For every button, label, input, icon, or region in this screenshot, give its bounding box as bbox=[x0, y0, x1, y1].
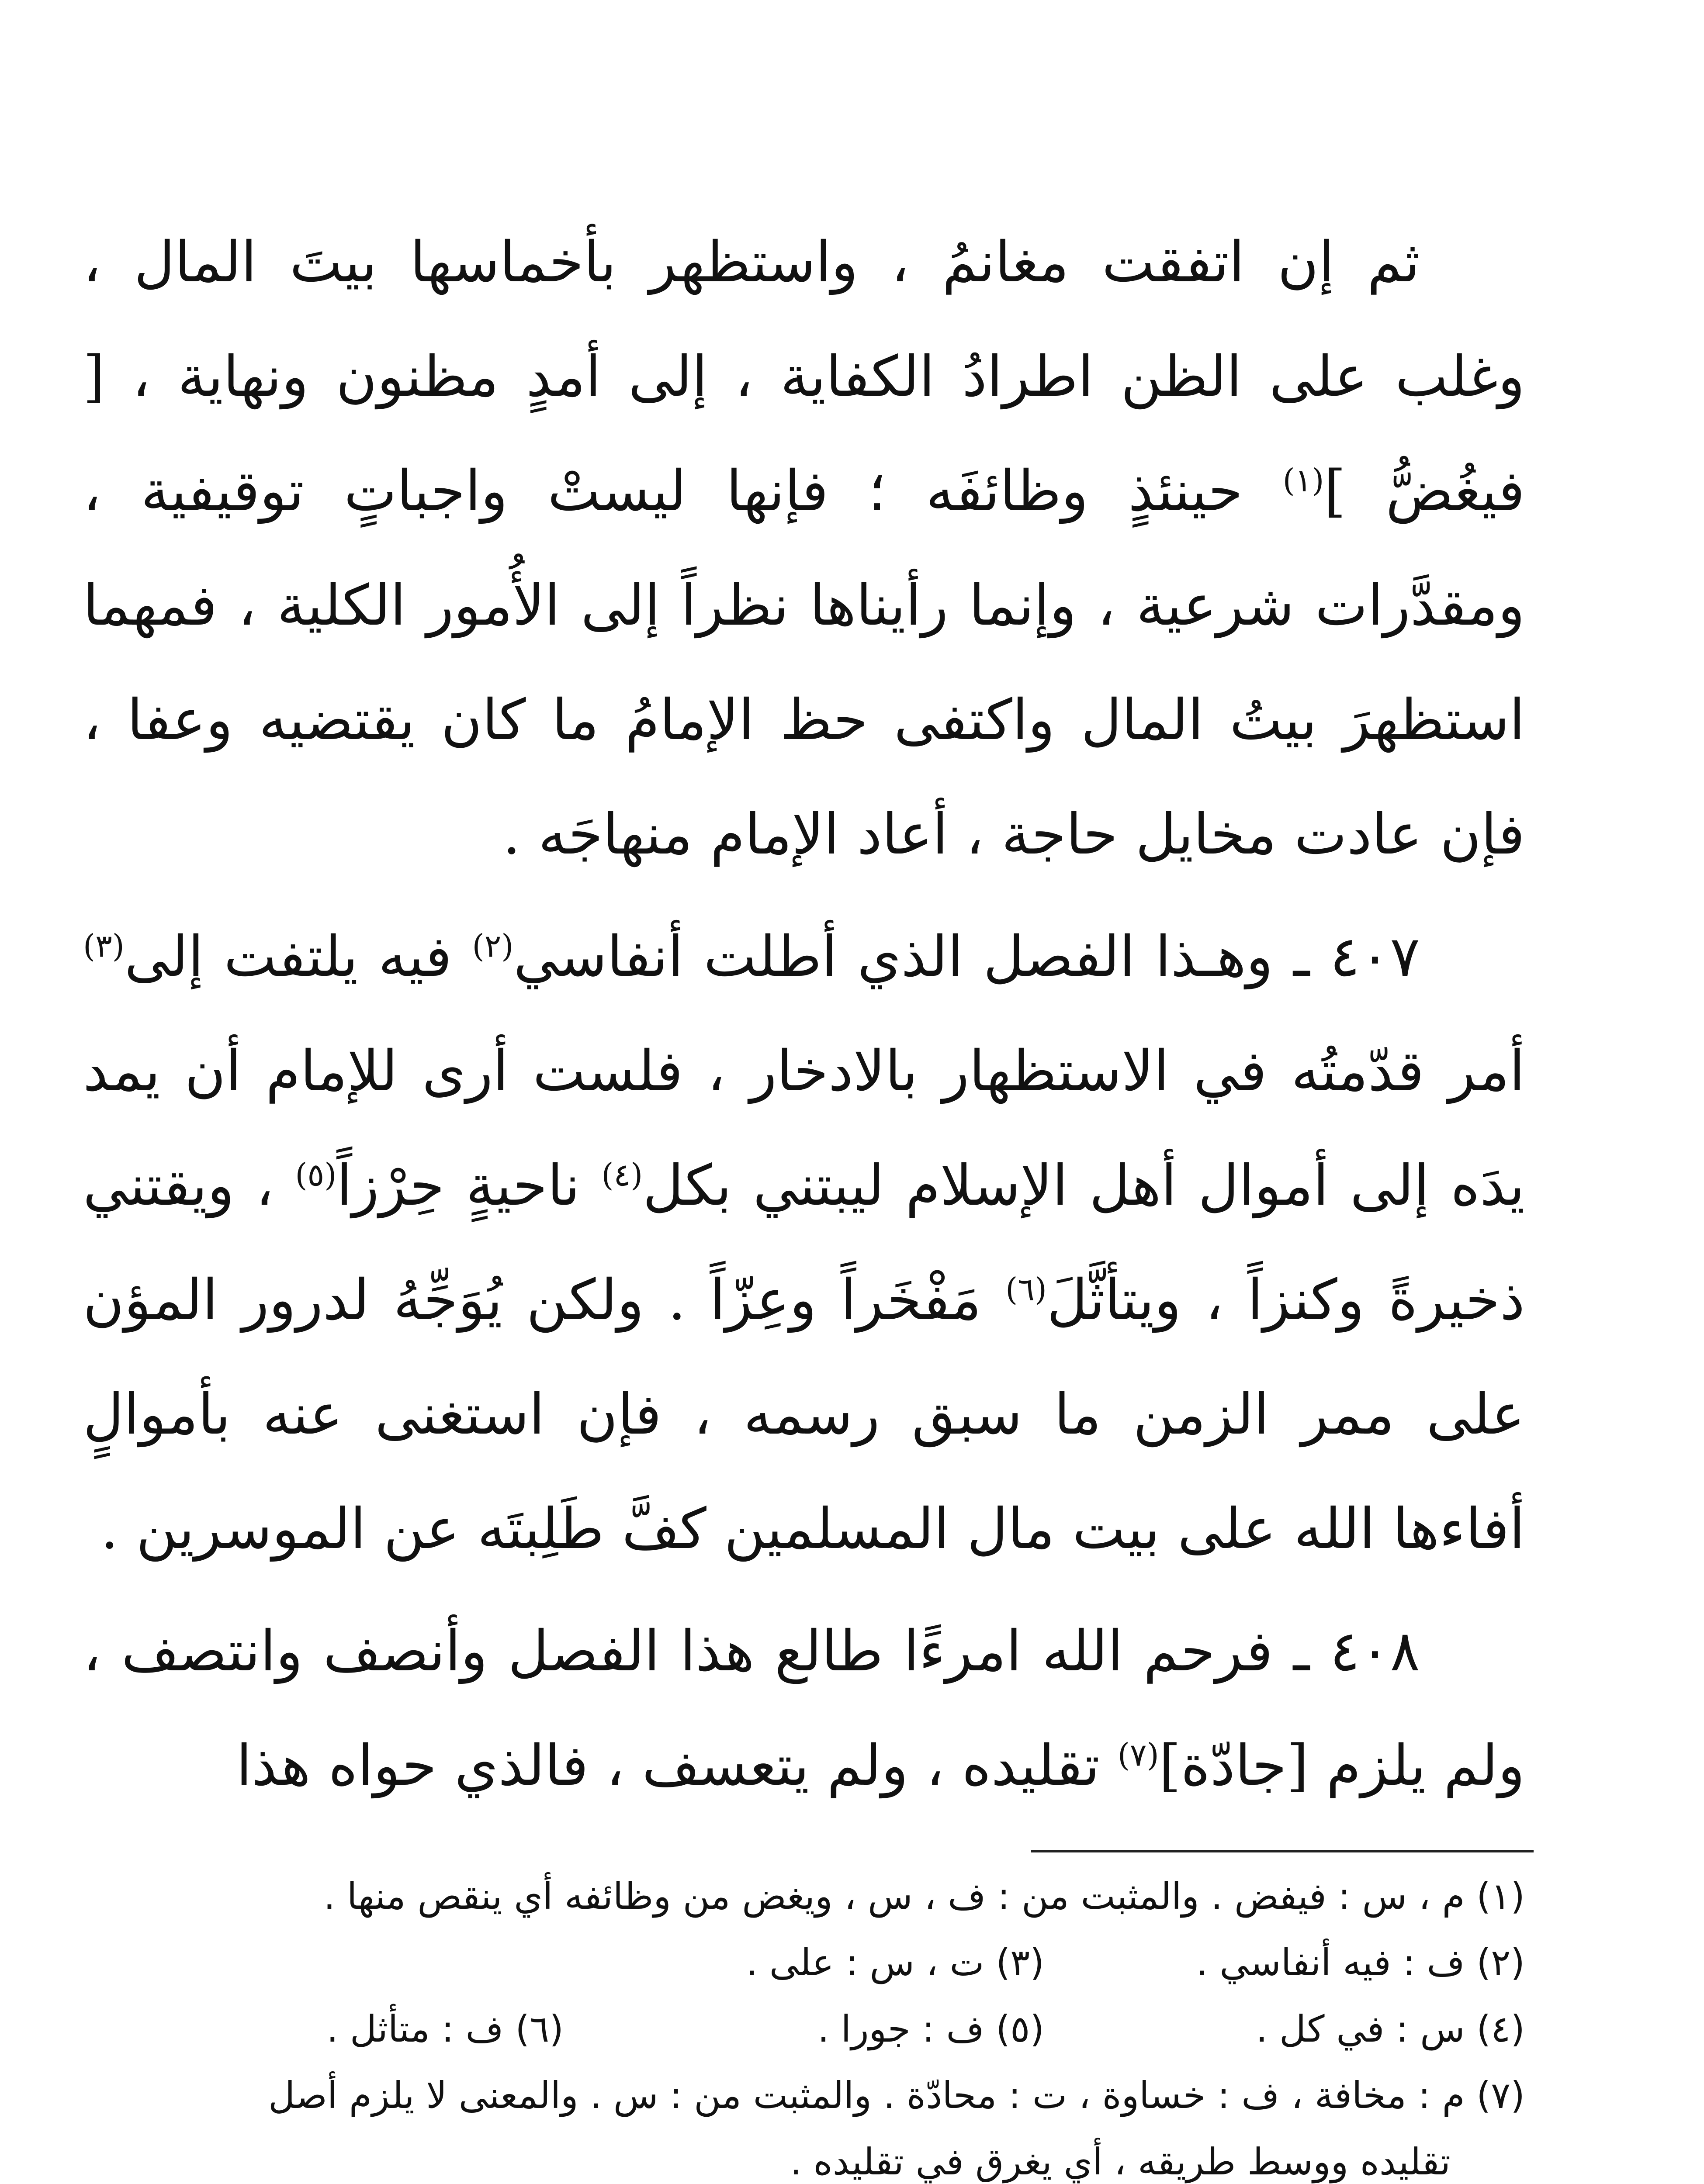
footnote-2: (٢) ف : فيه أنفاسي . bbox=[1196, 1941, 1525, 1984]
paragraph-407-text-b: أمر قدّمتُه في الاستظهار بالادخار ، فلست أرى للإمام أن يمد يدَه إلى أموال أهل الإسلام ليبتني بكل bbox=[83, 1039, 1525, 1218]
paragraph-407-text-e: مَفْخَراً وعِزّاً . ولكن يُوَجِّهُ لدرور المؤن على ممر الزمن ما سبق رسمه ، فإن استغنى عنه بأموالٍ أفاءها الله على بيت مال المسلمين كفَّ طَلِبتَه عن الموسرين . bbox=[83, 1268, 1525, 1562]
paragraph-408 bbox=[83, 1594, 1525, 1823]
footnote-ref-1[interactable]: (١) bbox=[1282, 462, 1324, 499]
footnote-row-2 bbox=[83, 1929, 1525, 1996]
footnote-7: (٧) م : مخافة ، ف : خساوة ، ت : محادّة . والمثبت من : س . والمعنى لا يلزم أصل bbox=[268, 2074, 1525, 2117]
paragraph-408-text: ٤٠٨ ـ فرحم الله امرءًا طالع هذا الفصل وأنصف وانتصف ، ولم يلزم [جادّة] bbox=[83, 1619, 1525, 1798]
paragraph-1-text: ثم إن اتفقت مغانمُ ، واستظهر بأخماسها بيتَ المال ، وغلب على الظن اطرادُ الكفاية ، إلى أمدٍ مظنون ونهاية ، [ فيغُضُّ ] bbox=[83, 230, 1525, 524]
paragraph-407-text: ٤٠٧ ـ وهـذا الفصل الذي أطلت أنفاسي bbox=[513, 924, 1420, 989]
footnote-5: (٥) ف : جورا . bbox=[817, 2008, 1044, 2050]
paragraph-407-text-c: ناحيةٍ حِرْزاً bbox=[336, 1153, 602, 1218]
main-text bbox=[83, 205, 1525, 1823]
paragraph-407 bbox=[83, 900, 1525, 1586]
footnote-4: (٤) س : في كل . bbox=[1256, 2008, 1525, 2050]
paragraph-1-text-after: حينئذٍ وظائفَه ؛ فإنها ليستْ واجباتٍ توقيفية ، ومقدَّرات شرعية ، وإنما رأيناها نظراً إلى الأُمور الكلية ، فمهما استظهرَ بيتُ المال واكتفى حظ الإمامُ ما كان يقتضيه وعفا ، فإن عادت مخايل حاجة ، أعاد الإمام منهاجَه . bbox=[83, 459, 1525, 867]
paragraph-1 bbox=[83, 205, 1525, 892]
footnote-1: (١) م ، س : فيفض . والمثبت من : ف ، س ، ويغض من وظائفه أي ينقص منها . bbox=[323, 1875, 1525, 1918]
footnotes bbox=[83, 1863, 1525, 2184]
footnote-3: (٣) ت ، س : على . bbox=[746, 1941, 1044, 1984]
footnote-divider bbox=[1031, 1850, 1534, 1852]
footnote-7-continuation: تقليده ووسط طريقه ، أي يغرق في تقليده . bbox=[790, 2140, 1451, 2183]
footnote-ref-6[interactable]: (٦) bbox=[1005, 1271, 1047, 1308]
footnote-ref-4[interactable]: (٤) bbox=[601, 1156, 643, 1193]
footnote-6: (٦) ف : متأثل . bbox=[326, 2008, 564, 2050]
footnote-ref-3[interactable]: (٣) bbox=[83, 927, 125, 964]
paragraph-407-text-a: فيه يلتفت إلى bbox=[124, 924, 472, 989]
footnote-ref-2[interactable]: (٢) bbox=[472, 927, 514, 964]
paragraph-407-text-d: ، ويقتني ذخيرةً وكنزاً ، ويتأثَّلَ bbox=[83, 1153, 1525, 1333]
footnote-row-3 bbox=[83, 1996, 1525, 2062]
footnote-ref-7[interactable]: (٧) bbox=[1117, 1736, 1159, 1773]
paragraph-408-text-after: تقليده ، ولم يتعسف ، فالذي حواه هذا bbox=[236, 1733, 1118, 1798]
footnote-ref-5[interactable]: (٥) bbox=[295, 1156, 337, 1193]
